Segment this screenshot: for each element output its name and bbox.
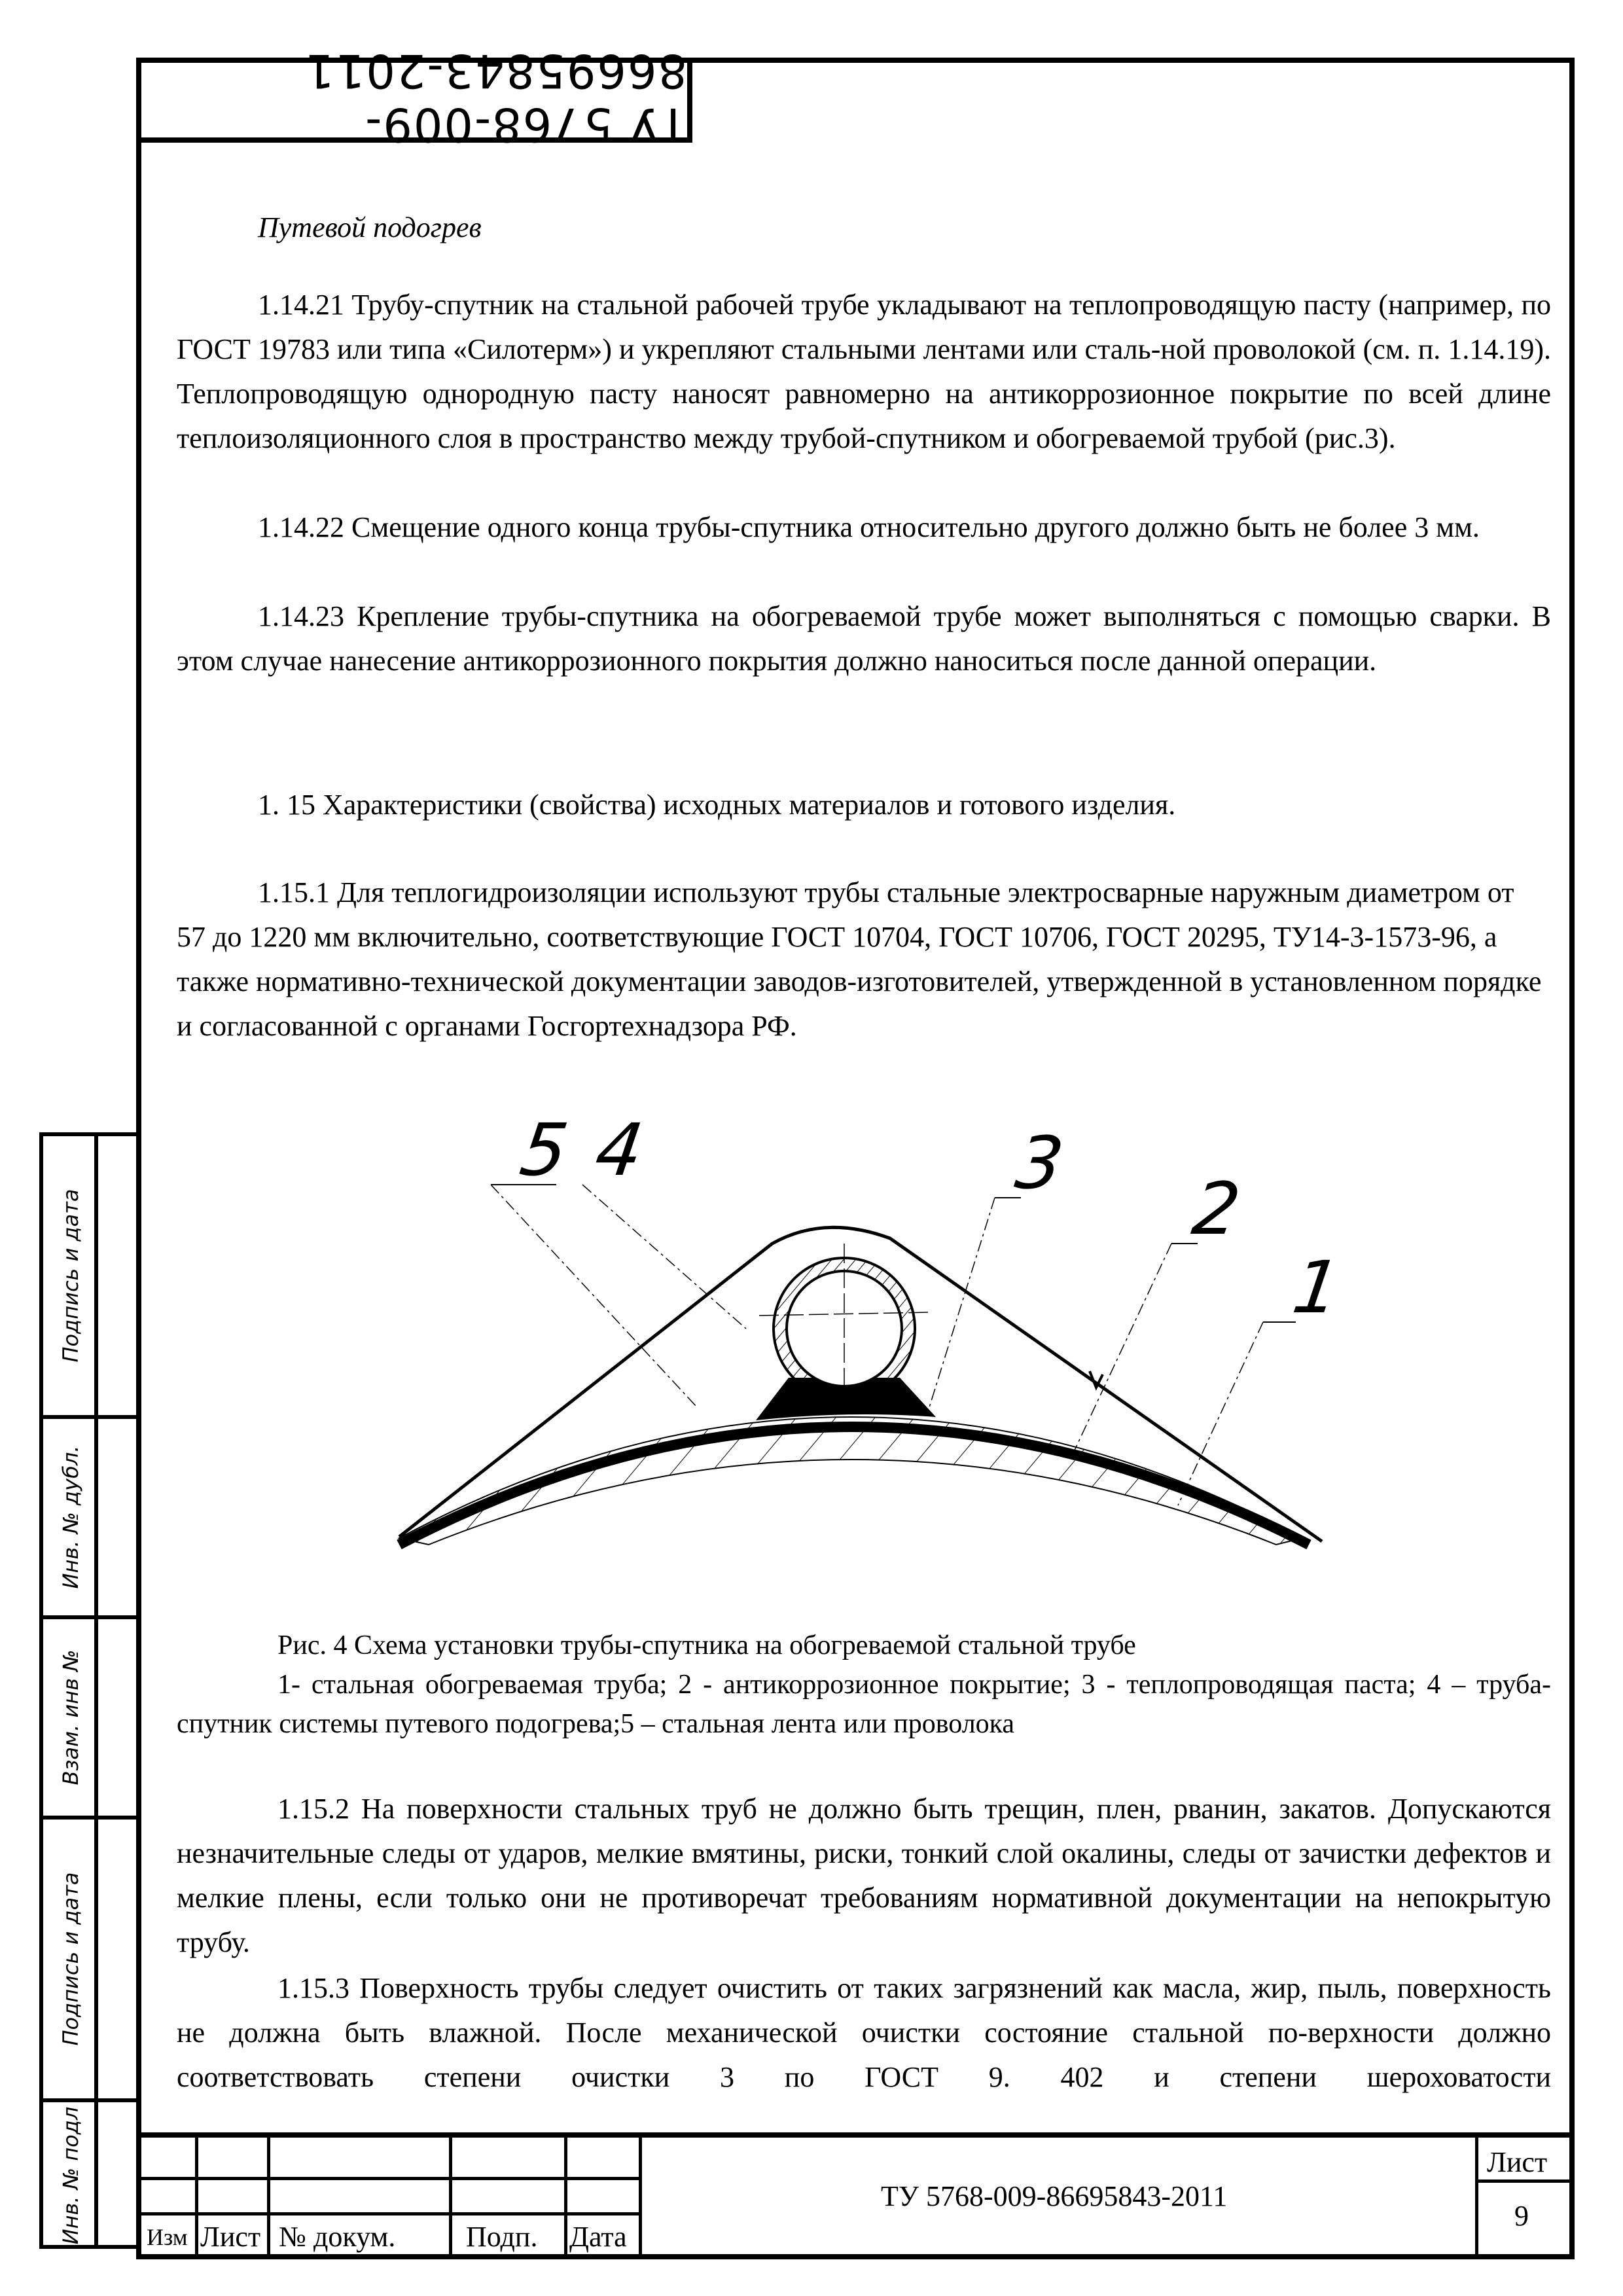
sheet-number: 9 [1514,2200,1529,2232]
sidebar-label: Инв. № дубл. [58,1445,83,1589]
sidebar-label: Подпись и дата [58,1872,83,2046]
sheet-label: Лист [1487,2146,1548,2178]
sidebar-label: Инв. № подл [58,2106,83,2245]
header-code-box [136,44,692,151]
paragraph-1-14-23: 1.14.23 Крепление трубы-спутника на обогреваемой трубе может выполняться с помощью сварки. В этом случае нанесение антикоррозионного покрытия должно наноситься после данной операции. [177,600,1551,677]
col-sign: Подп. [466,2221,538,2253]
paragraph-1-15-2: 1.15.2 На поверхности стальных труб не должно быть трещин, плен, рванин, закатов. Допускаются незначительные следы от ударов, мелкие вмятины, риски, тонкий слой окалины, следы от зачистки дефектов и мелкие плены, если только они не противоречат требованиям нормативной документации на непокрытую трубу. [177,1793,1551,1958]
paragraph-1-15-1: 1.15.1 Для теплогидроизоляции используют трубы стальные электросварные наружным диаметром от 57 до 1220 мм включительно, соответствующие ГОСТ 10704, ГОСТ 10706, ГОСТ 20295, ТУ14-3-1573-96, а также нормативно-технической документации заводов-изготовителей, утвержденной в установленном порядке и согласованной с органами Госгортехнадзора РФ. [177,876,1542,1042]
heading-1-15: 1. 15 Характеристики (свойства) исходных материалов и готового изделия. [258,789,1176,821]
sidebar-label: Взам. инв № [58,1649,83,1785]
col-date: Дата [569,2221,627,2253]
title-block-doc-code: ТУ 5768-009-86695843-2011 [881,2180,1228,2212]
figure-label-5: 5 [515,1108,573,1193]
figure-label-4: 4 [590,1108,649,1193]
section-heading: Путевой подогрев [258,211,482,243]
sidebar-cell-vzam-inv [43,1619,136,1820]
sidebar-cell-inv-podl [43,2102,136,2249]
title-block [141,2132,1569,2254]
col-doc: № докум. [279,2221,396,2253]
sidebar-stamp [39,1132,136,2249]
pipe-installation-figure [366,1086,1387,1571]
paragraph-1-14-21: 1.14.21 Трубу-спутник на стальной рабочей трубе укладывают на теплопроводящую пасту (например, по ГОСТ 19783 или типа «Силотерм») и укрепляют стальными лентами или сталь-ной проволокой (см. п. 1.14.19). Теплопроводящую однородную пасту наносят равномерно на антикоррозионное покрытие по всей длине теплоизоляционного слоя в пространство между трубой-спутником и обогреваемой трубой (рис.3). [177,289,1551,454]
figure-label-1: 1 [1287,1246,1346,1330]
figure-label-3: 3 [1010,1121,1069,1206]
figure-label-2: 2 [1187,1167,1245,1251]
figure-caption-title: Рис. 4 Схема установки трубы-спутника на обогреваемой стальной трубе [277,1630,1136,1660]
sidebar-label: Подпись и дата [58,1189,83,1363]
paragraph-1-14-22: 1.14.22 Смещение одного конца трубы-спутника относительно другого должно быть не более 3 мм. [258,511,1480,543]
col-list: Лист [200,2221,261,2253]
col-izm: Изм [147,2224,188,2250]
figure-caption-legend: 1- стальная обогреваемая труба; 2 - антикоррозионное покрытие; 3 - теплопроводящая паста; 4 – труба-спутник системы путевого подогрева;5 – стальная лента или проволока [177,1670,1551,1739]
sidebar-cell-signature-bottom [43,1820,136,2102]
sidebar-cell-inv-dubl [43,1419,136,1619]
header-doc-code: ТУ 5768-009-86695843-2011 [304,44,687,151]
sidebar-cell-signature-top [43,1136,136,1419]
paragraph-1-15-3: 1.15.3 Поверхность трубы следует очистить от таких загрязнений как масла, жир, пыль, поверхность не должна быть влажной. После механической очистки состояние стальной по-верхности должно соответствовать степени очистки 3 по ГОСТ 9. 402 и степени шероховатости [177,1972,1551,2093]
